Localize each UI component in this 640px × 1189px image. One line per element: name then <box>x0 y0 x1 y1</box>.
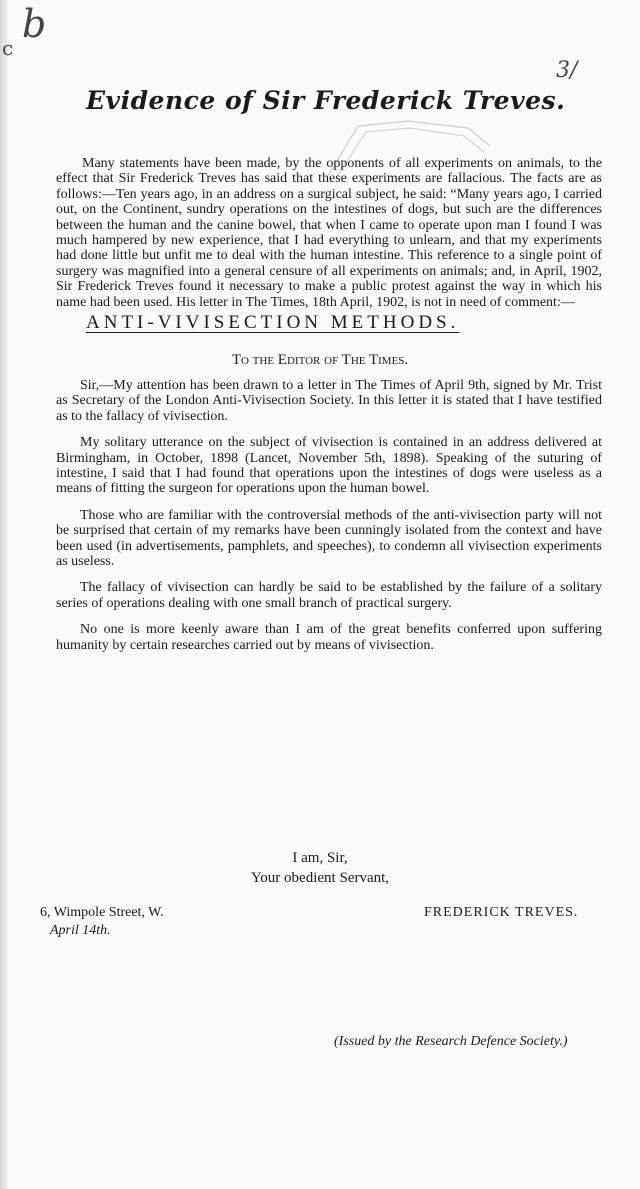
letter-paragraph-4: The fallacy of vivisection can hardly be said to be established by the failure of a solitary series of operations dealing with one small branch of practical surgery. <box>56 580 602 611</box>
letter-date: April 14th. <box>50 923 111 938</box>
sender-address-block <box>40 905 164 939</box>
section-heading: ANTI-VIVISECTION METHODS. <box>86 312 460 333</box>
page-spine-shadow <box>0 0 8 1189</box>
letter-paragraph-3: Those who are familiar with the controversial methods of the anti-vivisection party will not be surprised that certain of my remarks have been cunningly isolated from the context and have been used (in advertisements, pamphlets, and speeches), to condemn all vivisection experiments as useless. <box>56 507 602 570</box>
letter-paragraph-1: Sir,—My attention has been drawn to a letter in The Times of April 9th, signed by Mr. Trist as Secretary of the London Anti-Vivisection Society. In this letter it is stated that I have testified as to the fallacy of vivisection. <box>56 378 602 424</box>
manuscript-page-number: 3/ <box>556 58 578 83</box>
document-title: Evidence of Sir Frederick Treves. <box>86 86 566 115</box>
signature: FREDERICK TREVES. <box>424 905 579 920</box>
sender-address: 6, Wimpole Street, W. <box>40 905 164 920</box>
issuer-note: (Issued by the Research Defence Society.) <box>334 1034 568 1049</box>
manuscript-mark-b: b <box>22 2 47 46</box>
intro-section <box>56 156 602 310</box>
letter-paragraph-2: My solitary utterance on the subject of vivisection is contained in an address delivered at Birmingham, in October, 1898 (Lancet, November 5th, 1898). Speaking of the suturing of intestine, I said that I had found that operations upon the intestines of dogs were useless as a means of fitting the surgeon for operations upon the human bowel. <box>56 435 602 497</box>
letter-paragraph-5: No one is more keenly aware than I am of the great benefits conferred upon suffering humanity by certain researches carried out by means of vivisection. <box>56 622 602 653</box>
letter-body <box>56 378 602 664</box>
letter-salutation-heading: To the Editor of The Times. <box>231 352 409 368</box>
closing-line-1: I am, Sir, <box>292 850 348 866</box>
closing-line-2: Your obedient Servant, <box>250 870 390 886</box>
manuscript-mark-c: c <box>2 36 14 60</box>
intro-paragraph: Many statements have been made, by the opponents of all experiments on animals, to the effect that Sir Frederick Treves has said that these experiments are fallacious. The facts are as follows:—Ten years ago, in an address on a surgical subject, he said: “Many years ago, I carried out, on the Continent, sundry operations on the intestines of dogs, but such are the differences between the human and the canine bowel, that when I came to operate upon man I found I was much hampered by new experience, that I had everything to unlearn, and that my experiments had done little but unfit me to deal with the human intestine. This reference to a single point of surgery was magnified into a general censure of all experiments on animals; and, in April, 1902, Sir Frederick Treves found it necessary to make a public protest against the way in which his name had been used. His letter in The Times, 18th April, 1902, is not in need of comment:— <box>56 156 602 310</box>
